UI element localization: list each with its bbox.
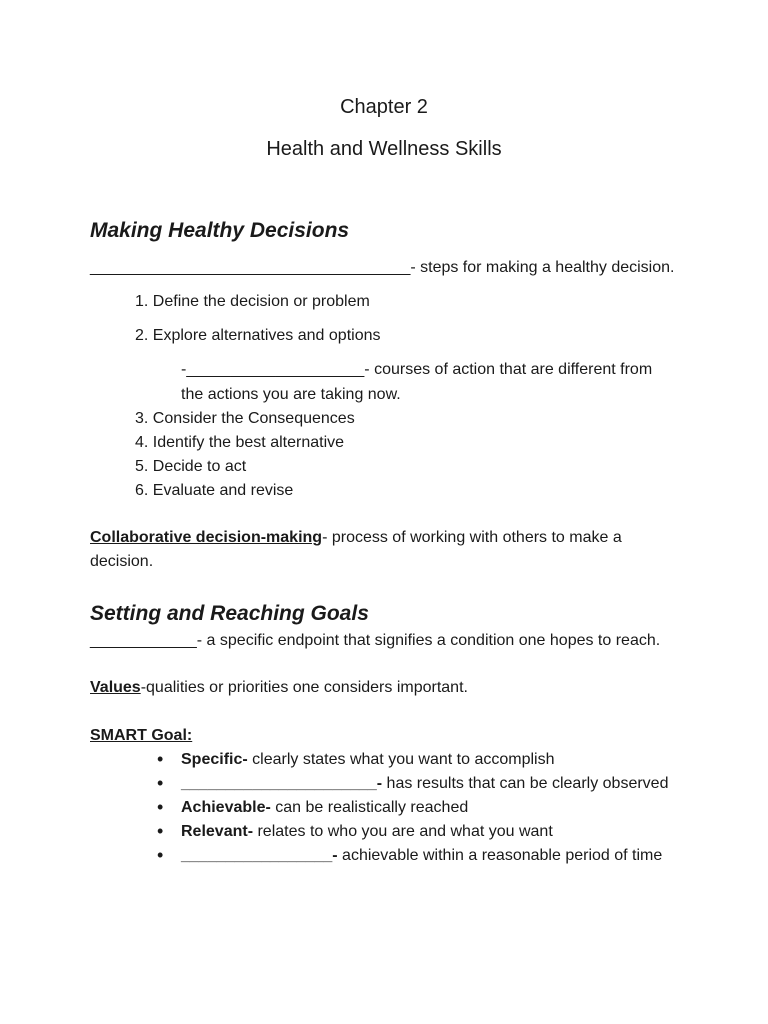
fill-in-blank: ____________________	[186, 361, 365, 378]
collaborative-definition-line	[90, 528, 622, 547]
collaborative-term: Collaborative decision-making	[90, 529, 323, 546]
smart-item-term: Specific-	[181, 751, 248, 768]
list-item-step-1: 1. Define the decision or problem	[135, 293, 370, 310]
bullet-icon: •	[157, 845, 164, 865]
list-item-step-3: 3. Consider the Consequences	[135, 410, 355, 427]
list-item-step-4: 4. Identify the best alternative	[135, 434, 345, 451]
decision-intro-text: - steps for making a healthy decision.	[410, 259, 675, 276]
alternatives-definition-continued: the actions you are taking now.	[181, 386, 401, 403]
smart-item-text: achievable within a reasonable period of time	[337, 847, 663, 864]
smart-item-relevant	[181, 822, 553, 841]
list-item-step-2: 2. Explore alternatives and options	[135, 327, 381, 344]
alternatives-definition-line	[181, 360, 652, 379]
smart-item-text: clearly states what you want to accomplish	[247, 751, 555, 768]
smart-item-term: Relevant-	[181, 823, 254, 840]
values-definition-line	[90, 678, 468, 697]
decision-intro-line	[90, 258, 674, 277]
smart-item-text: can be realistically reached	[270, 799, 469, 816]
smart-item-term: _________________-	[181, 847, 338, 864]
dash: -	[181, 361, 187, 378]
values-term: Values	[90, 679, 141, 696]
smart-item-achievable	[181, 798, 468, 817]
smart-goal-heading: SMART Goal:	[90, 727, 193, 744]
smart-item-term: ______________________-	[181, 775, 383, 792]
smart-item-measurable	[181, 774, 668, 793]
list-item-step-5: 5. Decide to act	[135, 458, 247, 475]
goal-definition-text: - a specific endpoint that signifies a condition one hopes to reach.	[196, 632, 661, 649]
bullet-icon: •	[157, 773, 164, 793]
list-item-step-6: 6. Evaluate and revise	[135, 482, 294, 499]
fill-in-blank: ____________________________________	[90, 259, 411, 276]
bullet-icon: •	[157, 797, 164, 817]
section-heading-goals: Setting and Reaching Goals	[90, 602, 369, 625]
smart-item-time-bound	[181, 846, 662, 865]
collaborative-definition-text: - process of working with others to make a	[322, 529, 622, 546]
chapter-title: Health and Wellness Skills	[266, 138, 502, 160]
alternatives-definition-text: - courses of action that are different from	[364, 361, 653, 378]
bullet-icon: •	[157, 749, 164, 769]
collaborative-definition-continued: decision.	[90, 553, 154, 570]
smart-item-text: has results that can be clearly observed	[382, 775, 669, 792]
values-definition-text: -qualities or priorities one considers important.	[140, 679, 468, 696]
smart-item-term: Achievable-	[181, 799, 271, 816]
bullet-icon: •	[157, 821, 164, 841]
fill-in-blank: ____________	[90, 632, 197, 649]
chapter-label: Chapter 2	[340, 96, 428, 118]
section-heading-decisions: Making Healthy Decisions	[90, 219, 350, 242]
smart-item-text: relates to who you are and what you want	[253, 823, 553, 840]
goal-definition-line	[90, 631, 660, 650]
smart-item-specific	[181, 750, 555, 769]
